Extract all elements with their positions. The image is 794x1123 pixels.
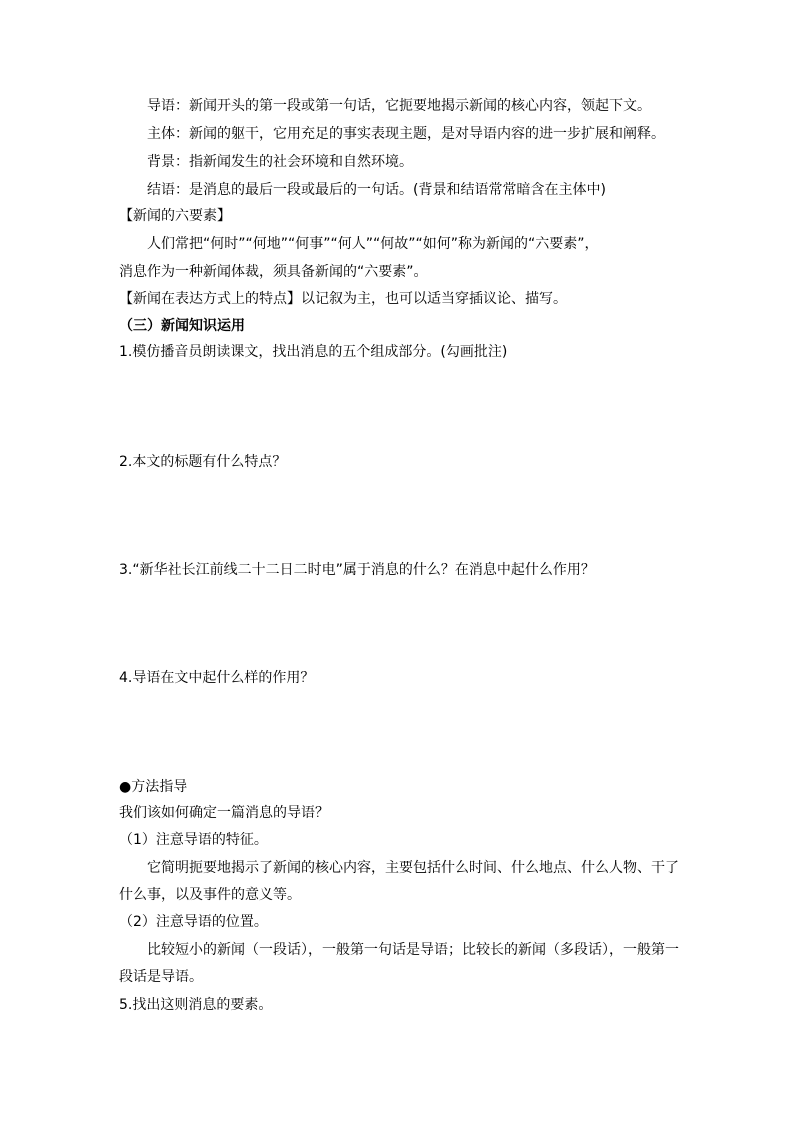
question-3: 3.“新华社长江前线二十二日二时电”属于消息的什么？在消息中起什么作用？ — [119, 562, 595, 578]
lead-definition: 导语：新闻开头的第一段或第一句话，它扼要地揭示新闻的核心内容，领起下文。 — [147, 98, 651, 114]
six-elements-heading: 【新闻的六要素】 — [119, 208, 231, 224]
method-point1-line1: 它简明扼要地揭示了新闻的核心内容，主要包括什么时间、什么地点、什么人物、干了 — [147, 860, 679, 876]
method-point2-line1: 比较短小的新闻（一段话），一般第一句话是导语；比较长的新闻（多段话），一般第一 — [147, 942, 679, 958]
ending-definition: 结语：是消息的最后一段或最后的一句话。(背景和结语常常暗含在主体中) — [147, 182, 606, 198]
method-point1-line2: 什么事，以及事件的意义等。 — [119, 887, 301, 903]
six-elements-text-line2: 消息作为一种新闻体裁，须具备新闻的“六要素”。 — [119, 264, 428, 280]
question-4: 4.导语在文中起什么样的作用？ — [119, 670, 315, 686]
method-point1-title: （1）注意导语的特征。 — [119, 832, 268, 848]
method-guide-question: 我们该如何确定一篇消息的导语？ — [119, 805, 329, 821]
method-point2-title: （2）注意导语的位置。 — [119, 914, 268, 930]
body-definition: 主体：新闻的躯干，它用充足的事实表现主题，是对导语内容的进一步扩展和阐释。 — [147, 126, 665, 142]
method-guide-heading: ●方法指导 — [119, 779, 188, 795]
knowledge-application-heading: （三）新闻知识运用 — [119, 318, 245, 334]
expression-feature: 【新闻在表达方式上的特点】以记叙为主，也可以适当穿插议论、描写。 — [119, 291, 567, 307]
method-point2-line2: 段话是导语。 — [119, 969, 203, 985]
six-elements-text-line1: 人们常把“何时”“何地”“何事”“何人”“何故”“如何”称为新闻的“六要素”， — [147, 236, 599, 252]
background-definition: 背景：指新闻发生的社会环境和自然环境。 — [147, 154, 413, 170]
question-2: 2.本文的标题有什么特点？ — [119, 454, 287, 470]
question-1: 1.模仿播音员朗读课文，找出消息的五个组成部分。(勾画批注) — [119, 344, 508, 360]
question-5: 5.找出这则消息的要素。 — [119, 997, 273, 1013]
